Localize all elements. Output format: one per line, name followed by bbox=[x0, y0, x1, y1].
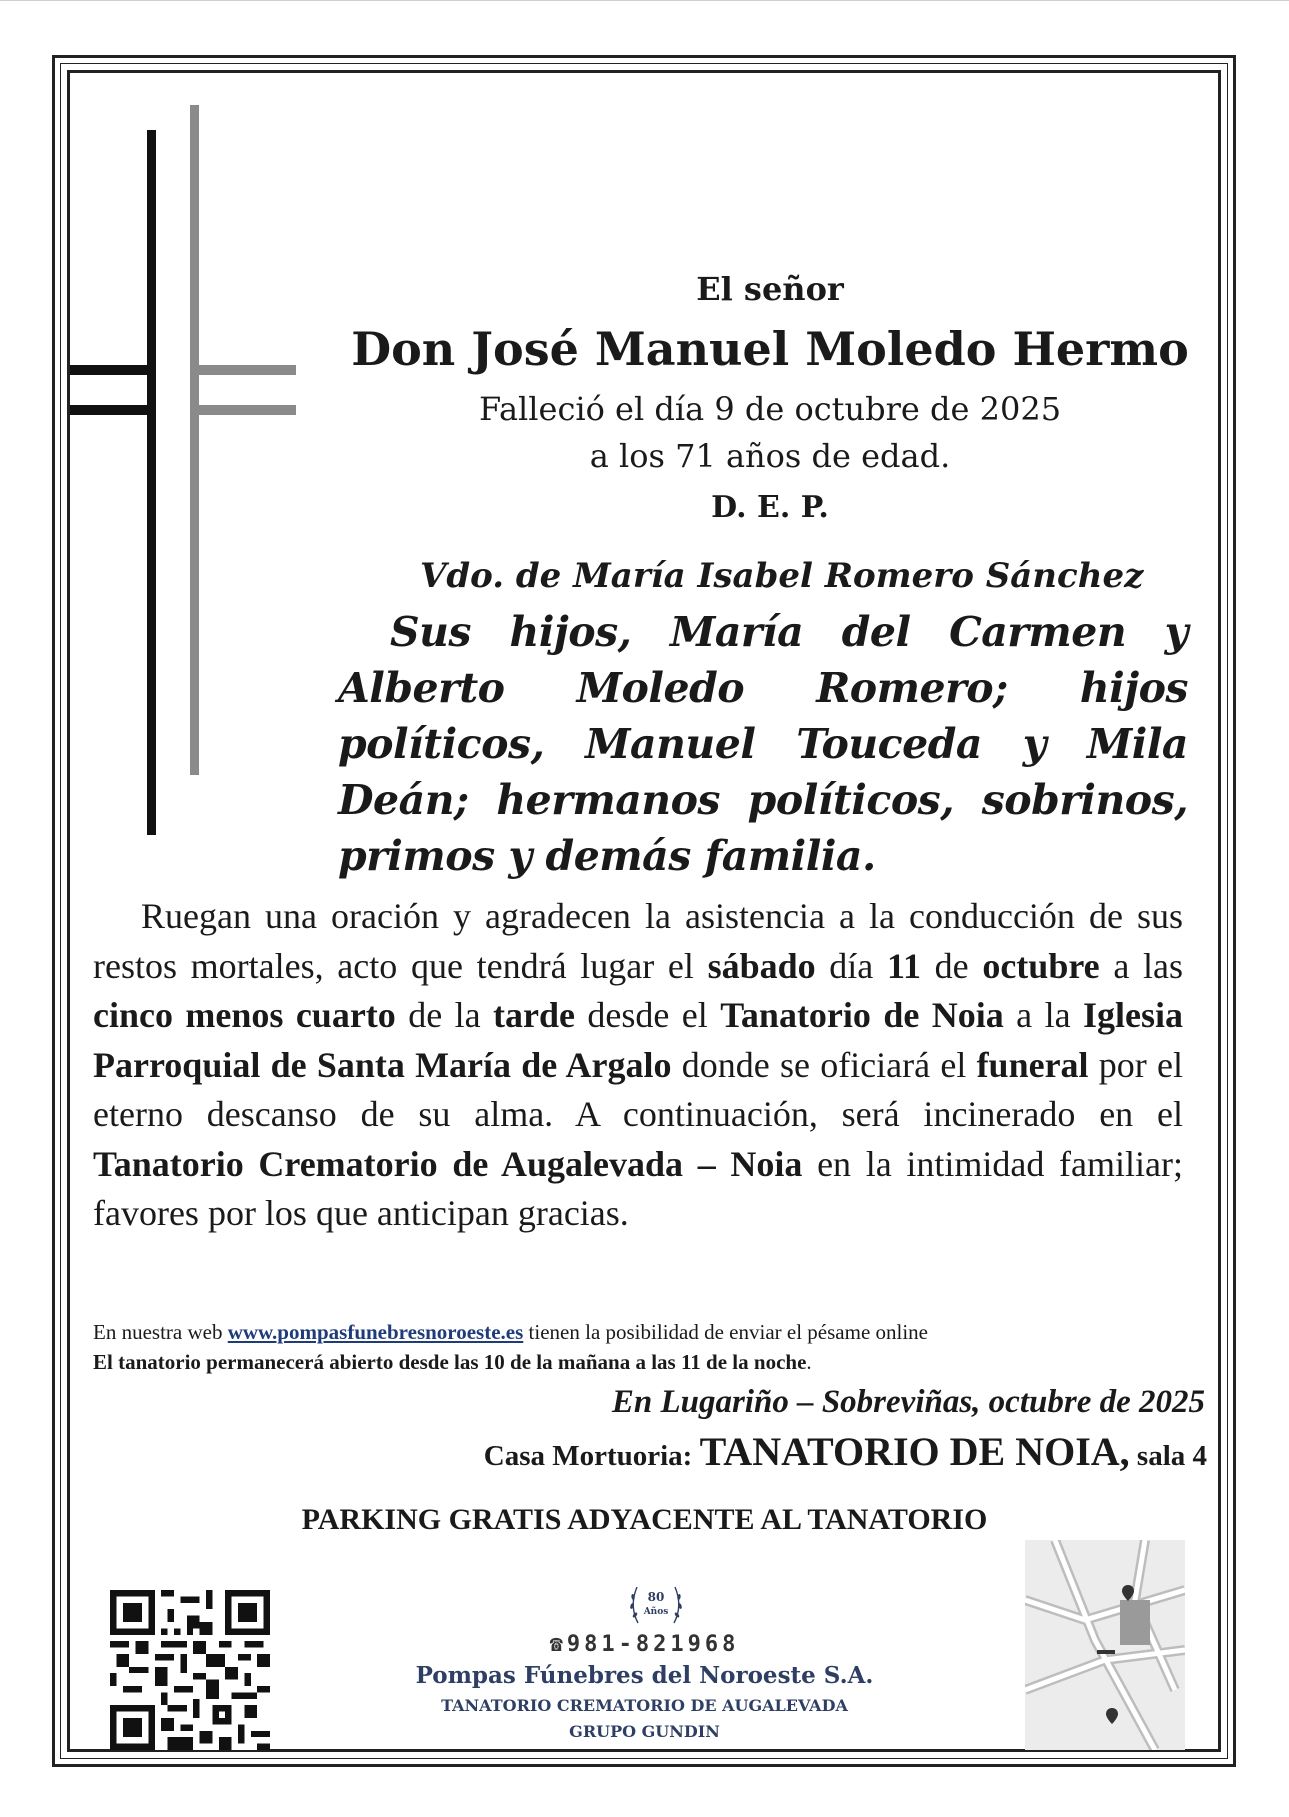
body-crematorium: Tanatorio Crematorio de Augalevada – Noia bbox=[93, 1143, 803, 1184]
web-prefix: En nuestra web bbox=[93, 1320, 228, 1344]
body-text-8: donde se oficiará el bbox=[671, 1044, 977, 1085]
parking-notice: PARKING GRATIS ADYACENTE AL TANATORIO bbox=[301, 1503, 988, 1536]
top-divider bbox=[0, 0, 1289, 1]
body-text-5: de la bbox=[395, 995, 494, 1035]
dep: D. E. P. bbox=[711, 490, 829, 525]
body-text-2: día bbox=[815, 945, 887, 986]
web-suffix: tienen la posibilidad de enviar el pésame online bbox=[523, 1320, 928, 1344]
hours-end: . bbox=[806, 1350, 812, 1374]
location-map[interactable] bbox=[1025, 1540, 1185, 1750]
title-prefix: El señor bbox=[696, 270, 844, 308]
body-tarde: tarde bbox=[493, 995, 575, 1035]
company-crematorium: TANATORIO CREMATORIO DE AUGALEVADA bbox=[441, 1696, 848, 1715]
body-day: sábado bbox=[707, 945, 816, 986]
cross-dark-vertical bbox=[147, 130, 156, 835]
casa-value: TANATORIO DE NOIA, bbox=[699, 1429, 1130, 1474]
age: a los 71 años de edad. bbox=[589, 437, 951, 475]
ceremony-details bbox=[93, 892, 1183, 1239]
company-logo bbox=[625, 1573, 687, 1635]
cross-light-arm-top bbox=[190, 365, 296, 375]
opening-hours bbox=[93, 1350, 1193, 1375]
deceased-name: Don José Manuel Moledo Hermo bbox=[351, 322, 1189, 376]
cross-dark-arm-top bbox=[70, 365, 156, 375]
logo-anos: Años bbox=[643, 1607, 669, 1617]
cross-light-vertical bbox=[190, 105, 199, 775]
cross-dark-arm-bottom bbox=[70, 405, 156, 415]
body-funeral: funeral bbox=[976, 1044, 1089, 1085]
web-notice bbox=[93, 1320, 1193, 1345]
phone-icon: ☎ bbox=[549, 1632, 567, 1657]
body-church: Iglesia Parroquial de Santa María de Argalo bbox=[93, 995, 1184, 1085]
family-list: Sus hijos, María del Carmen y Alberto Moledo Romero; hijos políticos, Manuel Touceda y Mila Deán; hermanos políticos, sobrinos, primos y demás familia. bbox=[338, 608, 1188, 880]
website-link[interactable]: www.pompasfunebresnoroeste.es bbox=[227, 1320, 524, 1344]
casa-sala: sala 4 bbox=[1129, 1440, 1207, 1472]
body-month: octubre bbox=[982, 945, 1100, 986]
body-text-9: por el eterno descanso de su alma. A continuación, será incinerado en el bbox=[93, 1044, 1184, 1134]
logo-years: 80 bbox=[647, 1590, 665, 1604]
body-date: 11 bbox=[886, 945, 921, 986]
place-date: En Lugariño – Sobreviñas, octubre de 2025 bbox=[611, 1384, 1205, 1420]
body-text-6: desde el bbox=[575, 995, 721, 1035]
phone-text: 981-821968 bbox=[566, 1632, 740, 1657]
body-origin: Tanatorio de Noia bbox=[720, 995, 1004, 1035]
widow-line: Vdo. de María Isabel Romero Sánchez bbox=[420, 556, 1144, 596]
cross-light-arm-bottom bbox=[190, 405, 296, 415]
funeral-home bbox=[484, 1428, 1207, 1475]
casa-label: Casa Mortuoria: bbox=[483, 1440, 700, 1472]
body-text-3: de bbox=[920, 945, 983, 986]
body-text-1: Ruegan una oración y agradecen la asistencia a la conducción de sus restos mortales, acto que tendrá lugar el bbox=[93, 896, 1183, 986]
hours-text: El tanatorio permanecerá abierto desde las 10 de la mañana a las 11 de la noche bbox=[93, 1350, 807, 1374]
body-text-4: a las bbox=[1099, 945, 1183, 986]
company-name: Pompas Fúnebres del Noroeste S.A. bbox=[415, 1662, 874, 1689]
death-date: Falleció el día 9 de octubre de 2025 bbox=[478, 390, 1062, 428]
body-text-7: a la bbox=[1003, 995, 1083, 1035]
company-group: GRUPO GUNDIN bbox=[569, 1722, 720, 1741]
cross-icon bbox=[70, 105, 310, 855]
body-text-10: en la intimidad familiar; favores por los que anticipan gracias. bbox=[93, 1143, 1183, 1233]
body-time: cinco menos cuarto bbox=[93, 995, 396, 1035]
